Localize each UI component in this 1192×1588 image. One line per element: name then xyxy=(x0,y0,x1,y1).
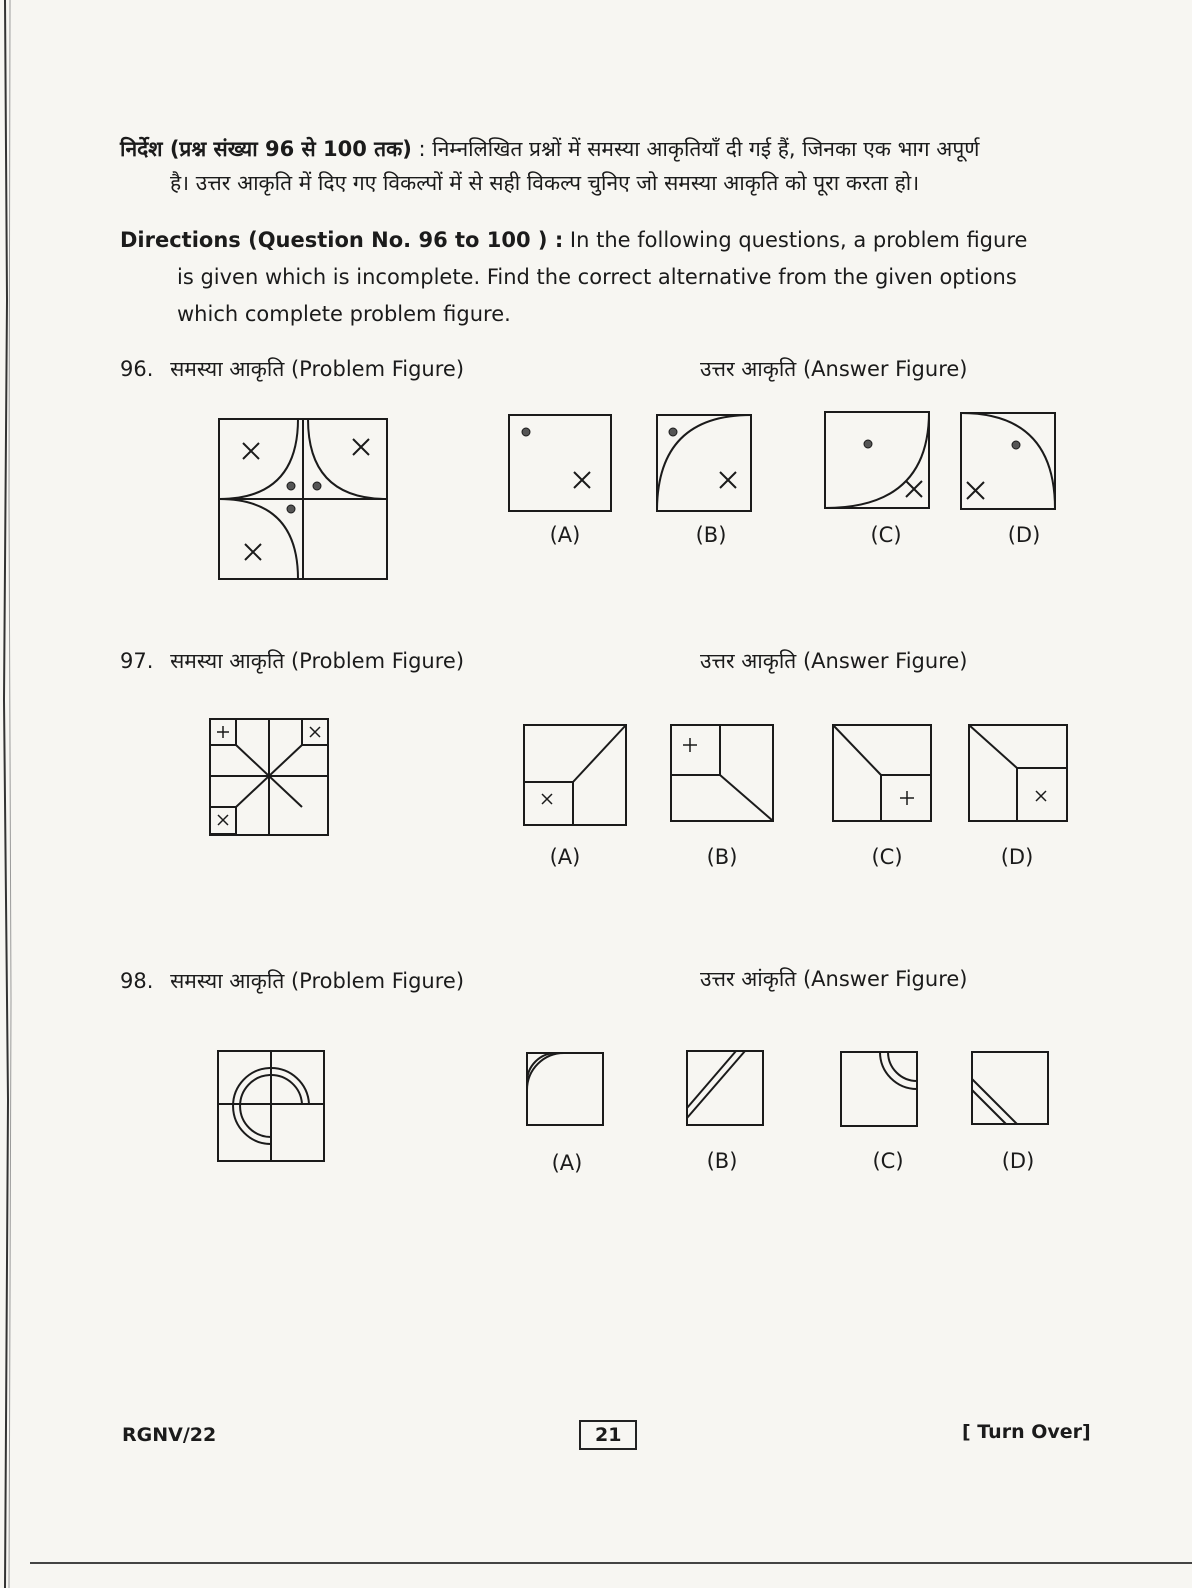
q97-option-a-figure xyxy=(523,724,627,826)
page-binding-edge xyxy=(0,0,14,1588)
english-directions-line2: is given which is incomplete. Find the correct alternative from the given options xyxy=(177,265,1017,289)
question-97-header xyxy=(120,647,464,675)
hindi-directions-line1: : निम्नलिखित प्रश्नों में समस्या आकृतियाँ दी गई हैं, जिनका एक भाग अपूर्ण xyxy=(418,137,980,161)
q96-option-c-label: (C) xyxy=(870,523,902,547)
q96-option-b-figure xyxy=(656,414,752,512)
q98-option-b-figure xyxy=(686,1050,764,1126)
bottom-rule xyxy=(30,1562,1192,1564)
english-directions xyxy=(120,222,1110,333)
problem-figure-label: समस्या आकृति (Problem Figure) xyxy=(170,969,465,993)
question-number: 97. xyxy=(120,649,154,673)
english-directions-line3: which complete problem figure. xyxy=(177,302,511,326)
english-directions-line1: In the following questions, a problem figure xyxy=(569,228,1028,252)
hindi-directions xyxy=(120,132,1110,200)
q97-option-c-figure xyxy=(832,724,932,822)
page-number: 21 xyxy=(579,1420,637,1450)
paper-code: RGNV/22 xyxy=(122,1424,217,1446)
q96-option-d-label: (D) xyxy=(1007,523,1041,547)
q98-option-d-figure xyxy=(971,1051,1049,1125)
q97-option-a-label: (A) xyxy=(549,845,581,869)
q98-problem-figure xyxy=(217,1050,325,1162)
hindi-directions-line2: है। उत्तर आकृति में दिए गए विकल्पों में से सही विकल्प चुनिए जो समस्या आकृति को पूरा करता हो। xyxy=(170,171,920,195)
q98-option-d-label: (D) xyxy=(1001,1149,1035,1173)
q96-option-d-figure xyxy=(960,412,1056,510)
q96-option-a-label: (A) xyxy=(549,523,581,547)
q98-option-a-figure xyxy=(526,1052,604,1126)
turn-over-note: [ Turn Over] xyxy=(962,1421,1091,1443)
q98-option-b-label: (B) xyxy=(706,1149,738,1173)
problem-figure-label: समस्या आकृति (Problem Figure) xyxy=(170,649,465,673)
q97-option-b-figure xyxy=(670,724,774,822)
q97-problem-figure xyxy=(209,718,329,836)
answer-figure-label: उत्तर आंकृति (Answer Figure) xyxy=(700,967,968,991)
question-number: 96. xyxy=(120,357,154,381)
hindi-directions-heading: निर्देश (प्रश्न संख्या 96 से 100 तक) xyxy=(120,137,412,161)
answer-figure-label: उत्तर आकृति (Answer Figure) xyxy=(700,649,968,673)
english-directions-heading: Directions (Question No. 96 to 100 ) : xyxy=(120,228,564,252)
q97-option-b-label: (B) xyxy=(706,845,738,869)
question-number: 98. xyxy=(120,969,154,993)
problem-figure-label: समस्या आकृति (Problem Figure) xyxy=(170,357,465,381)
q98-option-c-figure xyxy=(840,1051,918,1127)
q98-option-c-label: (C) xyxy=(872,1149,904,1173)
q98-option-a-label: (A) xyxy=(551,1151,583,1175)
answer-figure-label: उत्तर आकृति (Answer Figure) xyxy=(700,357,968,381)
question-98-header xyxy=(120,967,464,995)
q96-problem-figure xyxy=(218,418,388,580)
question-96-header xyxy=(120,355,464,383)
q97-option-d-figure xyxy=(968,724,1068,822)
q97-option-c-label: (C) xyxy=(871,845,903,869)
q96-option-b-label: (B) xyxy=(695,523,727,547)
q96-option-c-figure xyxy=(824,411,930,509)
q97-option-d-label: (D) xyxy=(1000,845,1034,869)
q96-option-a-figure xyxy=(508,414,612,512)
